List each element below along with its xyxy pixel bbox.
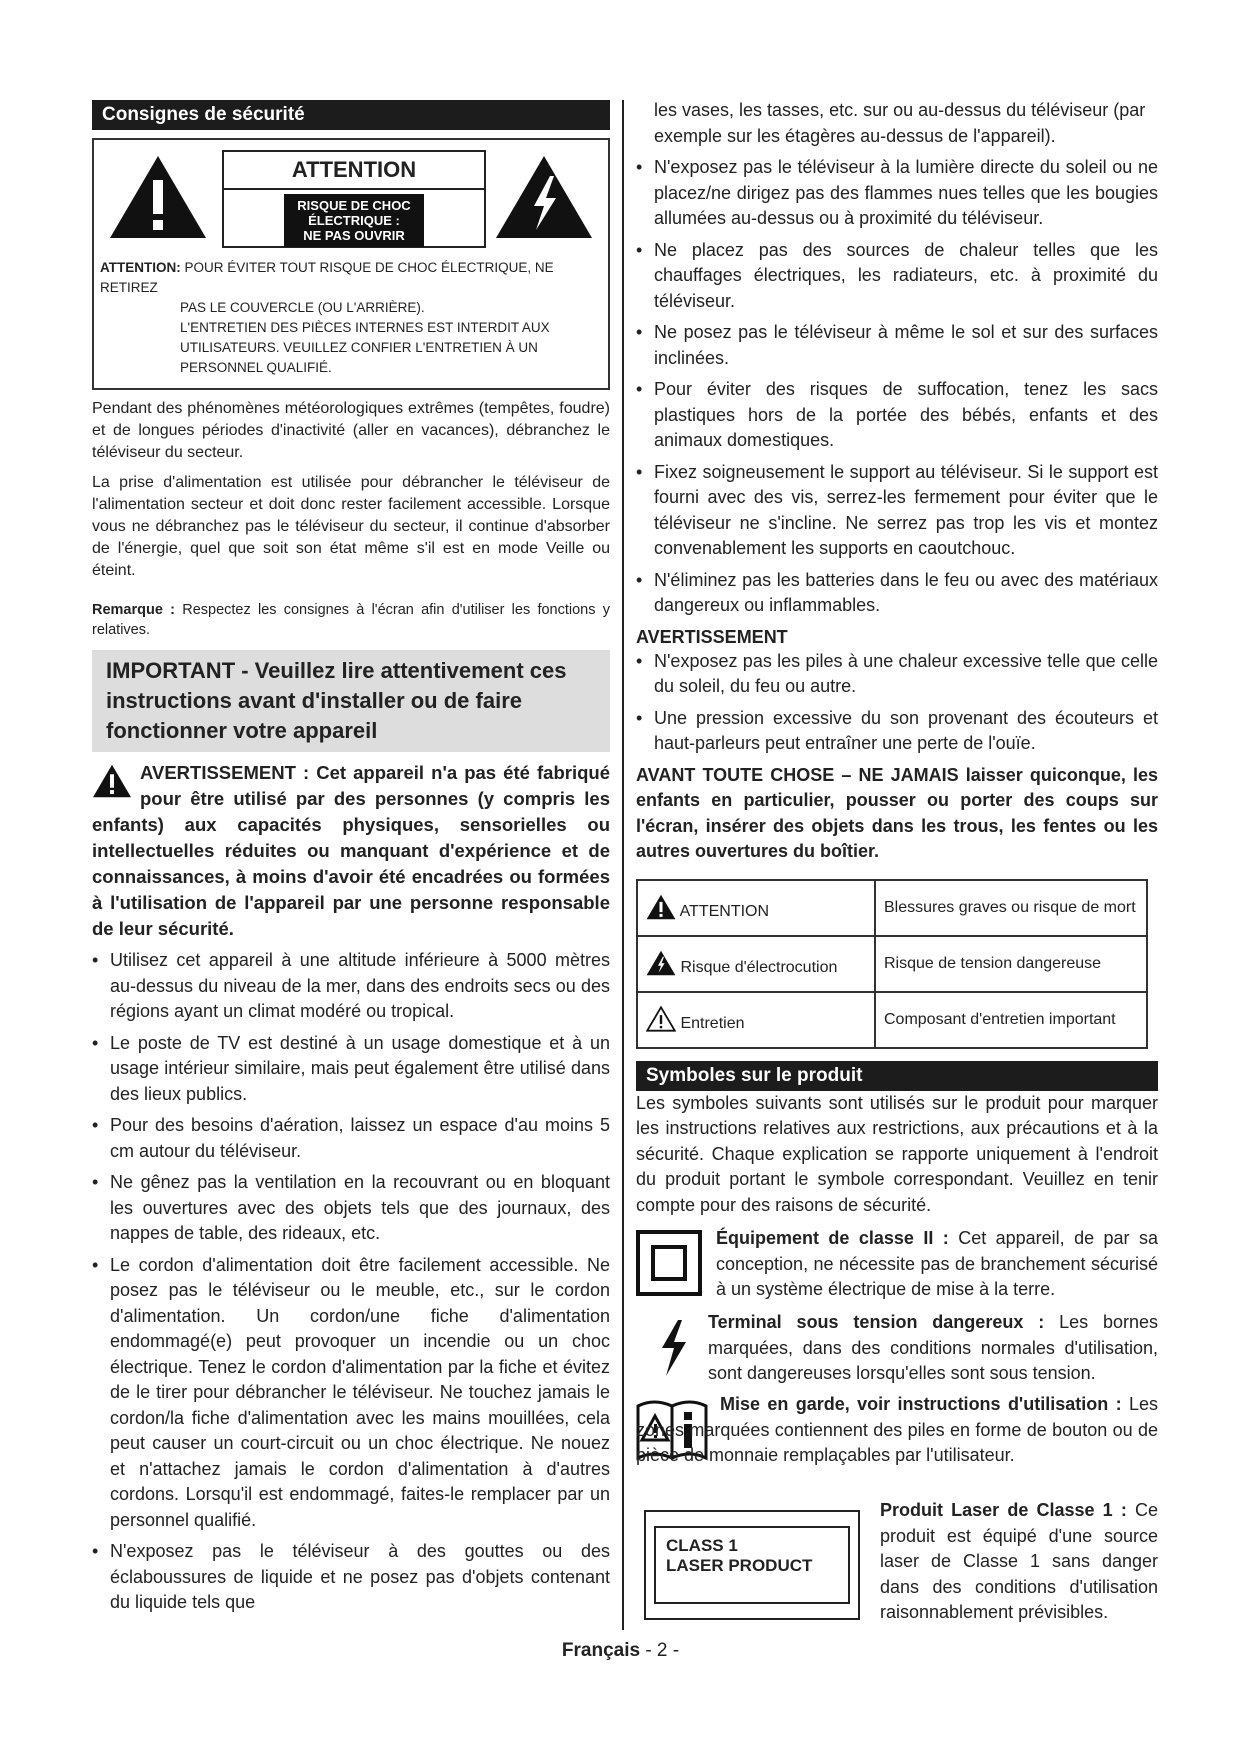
device-warning-text: AVERTISSEMENT : Cet appareil n'a pas été fabriqué pour être utilisé par des personnes (y compris les enfants) aux capacités physiques, sensorielles ou intellectuelles réduites ou manquant d'expérience et de connaissances, à moins d'avoir été encadrées ou formées à l'utilisation de l'appareil par une personne responsable de leur sécurité. (92, 762, 610, 939)
laser-desc: Ce produit est équipé d'une source laser de Classe 1 sans danger dans des conditions d'utilisation raisonnablement prévisibles. (880, 1500, 1158, 1622)
warning-symbols-table (636, 879, 1148, 1049)
safety-list-left (92, 948, 610, 1616)
attention-label-box (222, 150, 486, 248)
list-item: • Pour des besoins d'aération, laissez un espace d'au moins 5 cm autour du téléviseur. (92, 1113, 610, 1164)
symbols-intro: Les symboles suivants sont utilisés sur le produit pour marquer les instructions relatives aux restrictions, aux précautions et à la sécurité. Chaque explication se rapporte uniquement à l'endroit du produit portant le symbole correspondant. Veuillez en tenir compte pour des raisons de sécurité. (636, 1092, 1158, 1215)
table-cell-label (637, 992, 875, 1048)
list-item: • Ne gênez pas la ventilation en la recouvrant ou en bloquant les ouvertures avec des objets tels que des journaux, des nappes de table, des rideaux, etc. (92, 1170, 610, 1247)
laser-title: Produit Laser de Classe 1 : (880, 1500, 1127, 1520)
table-row (637, 992, 1147, 1048)
list-item: • Ne placez pas des sources de chaleur telles que les chauffages électriques, les radiateurs, etc. à proximité du téléviseur. (636, 238, 1158, 315)
table-cell-label (637, 936, 875, 992)
lightning-triangle-icon (646, 950, 676, 976)
list-item: • Ne posez pas le téléviseur à même le sol et sur des surfaces inclinées. (636, 320, 1158, 371)
attention-text-label: ATTENTION: (100, 260, 181, 275)
weather-paragraph: Pendant des phénomènes météorologiques extrêmes (tempêtes, foudre) et de longues périodes d'inactivité (aller en vacances), débranchez le téléviseur du secteur. (92, 400, 610, 461)
footer-language: Français (561, 1640, 641, 1661)
table-label: ATTENTION (679, 902, 770, 920)
page-number: - 2 - (640, 1640, 680, 1661)
symbol-caution-title: Mise en garde, voir instructions d'utilisation : (720, 1394, 1122, 1414)
table-row (637, 936, 1147, 992)
symbol-class2-title: Équipement de classe II : (716, 1228, 949, 1248)
laser-line-1: CLASS 1 (666, 1536, 738, 1555)
attention-line-4: UTILISATEURS. VEUILLEZ CONFIER L'ENTRETIEN À UN (180, 340, 538, 355)
symbol-class2-text (716, 1226, 1158, 1303)
remark-text: Respectez les consignes à l'écran afin d'utiliser les fonctions y relatives. (92, 602, 610, 638)
list-item: • Le cordon d'alimentation doit être facilement accessible. Ne posez pas le téléviseur ou le meuble, etc., sur le cordon d'alimentation. Un cordon/une fiche d'alimentation endommagé(e) peut provoquer un incendie ou un choc électrique. Tenez le cordon d'alimentation par la fiche et évitez de le tirer pour débrancher le téléviseur. Ne touchez jamais le cordon/la fiche d'alimentation avec les mains mouillées, cela peut causer un court-circuit ou un choc électrique. Ne nouez et n'attachez jamais le cordon d'alimentation à d'autres cordons. Lorsqu'il est endommagé, faites-le remplacer par un personnel qualifié. (92, 1253, 610, 1534)
class2-double-square-icon (636, 1230, 702, 1296)
right-column (636, 98, 1158, 1638)
list-item: • N'éliminez pas les batteries dans le feu ou avec des matériaux dangereux ou inflammables. (636, 568, 1158, 619)
list-item: • Fixez soigneusement le support au téléviseur. Si le support est fourni avec des vis, serrez-les fermement pour éviter que le téléviseur ne s'incline. Ne serrez pas trop les vis et montez convenablement les supports en caoutchouc. (636, 460, 1158, 562)
shock-risk-label: RISQUE DE CHOC ÉLECTRIQUE : NE PAS OUVRIR (284, 194, 424, 247)
table-row (637, 880, 1147, 936)
important-notice: IMPORTANT - Veuillez lire attentivement ces instructions avant d'installer ou de faire fonctionner votre appareil (92, 650, 610, 752)
remark-label: Remarque : (92, 602, 175, 618)
symbol-terminal-text (708, 1310, 1158, 1387)
list-item: • Une pression excessive du son provenant des écouteurs et haut-parleurs peut entraîner une perte de l'ouïe. (636, 706, 1158, 757)
section-title-symbols: Symboles sur le produit (636, 1061, 1158, 1091)
warning-triangle-icon (92, 764, 132, 798)
exclamation-triangle-icon (108, 154, 208, 240)
laser-label-inner (654, 1526, 850, 1604)
lightning-bolt-icon (654, 1318, 694, 1378)
page-footer (0, 1640, 1241, 1662)
attention-line-3: L'ENTRETIEN DES PIÈCES INTERNES EST INTERDIT AUX (180, 320, 550, 335)
list-item: • Utilisez cet appareil à une altitude inférieure à 5000 mètres au-dessus du niveau de la mer, dans des endroits secs ou des régions ayant un climat modéré ou tropical. (92, 948, 610, 1025)
class1-laser-label (644, 1510, 860, 1620)
safety-list-right (636, 155, 1158, 619)
avertissement-list (636, 649, 1158, 757)
laser-line-2: LASER PRODUCT (666, 1556, 813, 1575)
laser-text (880, 1498, 1158, 1626)
attention-line-2: PAS LE COUVERCLE (OU L'ARRIÈRE). (180, 300, 425, 315)
column-divider (622, 100, 624, 1630)
table-cell-desc: Risque de tension dangereuse (875, 936, 1147, 992)
section-title-safety: Consignes de sécurité (92, 100, 610, 130)
symbol-dangerous-terminal (636, 1310, 1158, 1384)
list-item: • N'exposez pas le téléviseur à la lumière directe du soleil ou ne placez/ne dirigez pas des flammes nues telles que les bougies allumées au-dessus ou à proximité du téléviseur. (636, 155, 1158, 232)
symbol-terminal-title: Terminal sous tension dangereux : (708, 1312, 1045, 1332)
list-item: • N'exposez pas le téléviseur à des gouttes ou des éclaboussures de liquide et ne posez pas d'objets contenant du liquide tels que (92, 1539, 610, 1616)
avertissement-title: AVERTISSEMENT (636, 626, 788, 647)
table-cell-desc: Blessures graves ou risque de mort (875, 880, 1147, 936)
table-cell-label (637, 880, 875, 936)
table-label: Entretien (680, 1014, 745, 1032)
exclamation-triangle-icon (646, 894, 676, 920)
attention-line-5: PERSONNEL QUALIFIÉ. (180, 360, 332, 375)
caution-outline-triangle-icon (646, 1006, 676, 1032)
attention-line-1: POUR ÉVITER TOUT RISQUE DE CHOC ÉLECTRIQUE, NE RETIREZ (100, 260, 554, 295)
list-item: • Pour éviter des risques de suffocation, tenez les sacs plastiques hors de la portée des bébés, enfants et des animaux domestiques. (636, 377, 1158, 454)
continued-text: les vases, les tasses, etc. sur ou au-dessus du téléviseur (par exemple sur les étagères au-dessus de l'appareil). (654, 100, 1146, 146)
attention-title: ATTENTION (224, 152, 484, 190)
list-item: • N'exposez pas les piles à une chaleur excessive telle que celle du soleil, du feu ou autre. (636, 649, 1158, 700)
symbol-laser (636, 1498, 1158, 1638)
remark-paragraph (92, 600, 610, 640)
attention-text (100, 258, 602, 378)
symbol-terminal-desc: Les bornes marquées, dans des conditions normales d'utilisation, sont dangereuses lorsqu'elles sont sous tension. (708, 1312, 1158, 1383)
symbol-class2 (636, 1226, 1158, 1302)
lightning-triangle-icon (494, 154, 594, 240)
table-cell-desc: Composant d'entretien important (875, 992, 1147, 1048)
list-item: • Le poste de TV est destiné à un usage domestique et à un usage intérieur similaire, mais peut également être utilisé dans des lieux publics. (92, 1031, 610, 1108)
power-plug-paragraph: La prise d'alimentation est utilisée pour débrancher le téléviseur de l'alimentation secteur et doit donc rester facilement accessible. Lorsque vous ne débranchez pas le téléviseur du secteur, il continue d'absorber de l'énergie, quel que soit son état même s'il est en mode Veille ou éteint. (92, 474, 610, 579)
symbol-class2-desc: Cet appareil, de par sa conception, ne nécessite pas de branchement sécurisé à un système électrique de mise à la terre. (716, 1228, 1158, 1299)
device-warning-paragraph (92, 760, 610, 942)
table-label: Risque d'électrocution (680, 958, 838, 976)
symbol-caution-desc: Les zones marquées contiennent des piles en forme de bouton ou de pièce de monnaie remplaçables par l'utilisateur. (636, 1394, 1158, 1465)
left-column (92, 100, 610, 1622)
electric-warning-box (92, 138, 610, 390)
avant-toute-chose-paragraph: AVANT TOUTE CHOSE – NE JAMAIS laisser quiconque, les enfants en particulier, pousser ou porter des coups sur l'écran, insérer des objets dans les trous, les fentes ou les autres ouvertures du boîtier. (636, 764, 1158, 861)
symbol-caution-instructions (636, 1392, 1158, 1490)
symbol-caution-text (636, 1392, 1158, 1469)
